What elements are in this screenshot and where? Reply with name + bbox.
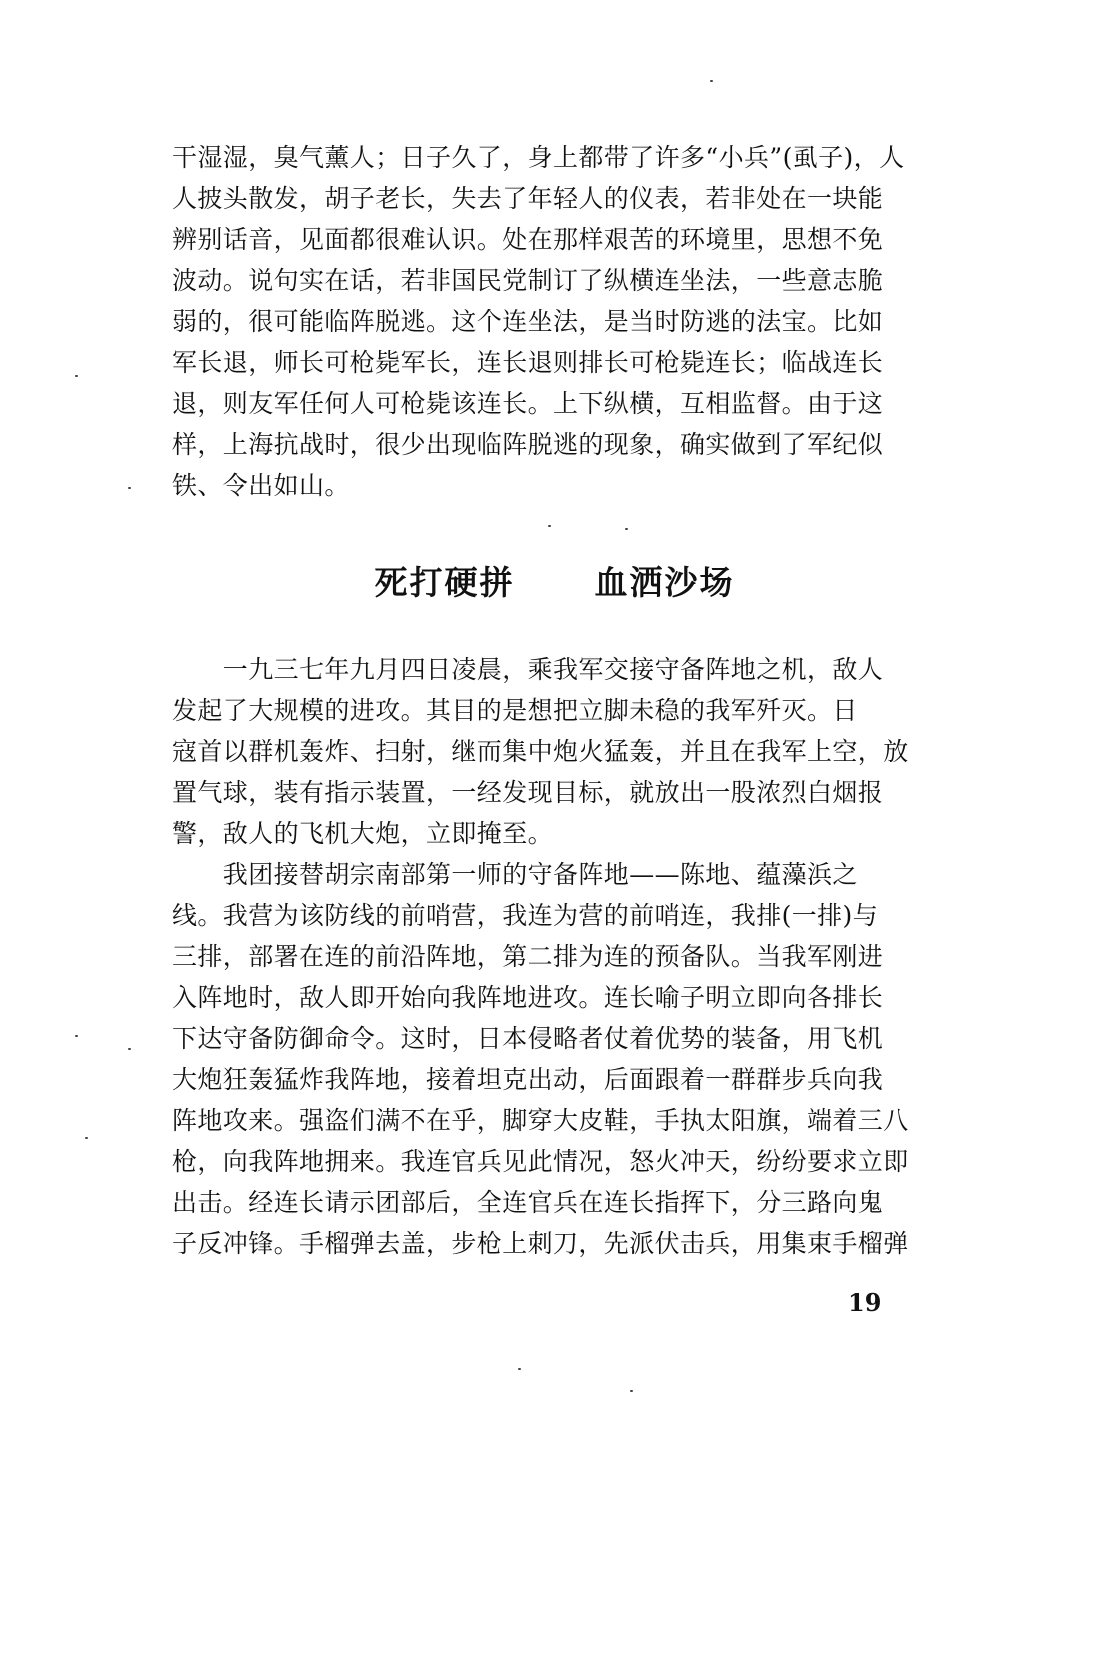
text-line: 发起了大规模的进攻。其目的是想把立脚未稳的我军歼灭。日 bbox=[172, 696, 858, 725]
text-line: 线。我营为该防线的前哨营，我连为营的前哨连，我排(一排)与 bbox=[172, 901, 879, 930]
scan-speck bbox=[75, 375, 78, 377]
scan-speck bbox=[630, 1390, 633, 1392]
text-line: 下达守备防御命令。这时，日本侵略者仗着优势的装备，用飞机 bbox=[172, 1024, 884, 1053]
text-line: 样，上海抗战时，很少出现临阵脱逃的现象，确实做到了军纪似 bbox=[172, 430, 884, 459]
text-line: 军长退，师长可枪毙军长，连长退则排长可枪毙连长；临战连长 bbox=[172, 348, 884, 377]
text-line: 置气球，装有指示装置，一经发现目标，就放出一股浓烈白烟报 bbox=[172, 778, 884, 807]
scan-speck bbox=[625, 528, 628, 530]
scan-speck bbox=[75, 1035, 78, 1037]
text-line: 一九三七年九月四日凌晨，乘我军交接守备阵地之机，敌人 bbox=[172, 655, 884, 684]
section-heading bbox=[0, 558, 1109, 608]
paragraph-block-2 bbox=[172, 649, 937, 1264]
scan-speck bbox=[710, 80, 713, 82]
scan-speck bbox=[518, 1368, 521, 1370]
text-line: 退，则友军任何人可枪毙该连长。上下纵横，互相监督。由于这 bbox=[172, 389, 884, 418]
text-line: 弱的，很可能临阵脱逃。这个连坐法，是当时防逃的法宝。比如 bbox=[172, 307, 884, 336]
text-line: 波动。说句实在话，若非国民党制订了纵横连坐法，一些意志脆 bbox=[172, 266, 884, 295]
scan-speck bbox=[548, 525, 551, 527]
text-line: 子反冲锋。手榴弹去盖，步枪上刺刀，先派伏击兵，用集束手榴弹 bbox=[172, 1229, 909, 1258]
section-heading-part-2: 血洒沙场 bbox=[594, 563, 735, 602]
scan-speck bbox=[128, 1048, 131, 1050]
text-line: 我团接替胡宗南部第一师的守备阵地——陈地、蕴藻浜之 bbox=[172, 860, 858, 889]
text-line: 出击。经连长请示团部后，全连官兵在连长指挥下，分三路向鬼 bbox=[172, 1188, 884, 1217]
text-line: 人披头散发，胡子老长，失去了年轻人的仪表，若非处在一块能 bbox=[172, 184, 884, 213]
text-line: 枪，向我阵地拥来。我连官兵见此情况，怒火冲天，纷纷要求立即 bbox=[172, 1147, 909, 1176]
text-line: 三排，部署在连的前沿阵地，第二排为连的预备队。当我军刚进 bbox=[172, 942, 884, 971]
section-heading-part-1: 死打硬拼 bbox=[374, 563, 515, 602]
paragraph-block-1 bbox=[172, 137, 937, 506]
text-line: 警，敌人的飞机大炮，立即掩至。 bbox=[172, 819, 554, 848]
page-number: 19 bbox=[848, 1288, 882, 1317]
text-line: 辨别话音，见面都很难认识。处在那样艰苦的环境里，思想不免 bbox=[172, 225, 884, 254]
text-line: 干湿湿，臭气薰人；日子久了，身上都带了许多“小兵”(虱子)，人 bbox=[172, 143, 905, 172]
text-line: 铁、令出如山。 bbox=[172, 471, 350, 500]
scan-speck bbox=[128, 487, 131, 489]
text-line: 寇首以群机轰炸、扫射，继而集中炮火猛轰，并且在我军上空，放 bbox=[172, 737, 909, 766]
text-line: 大炮狂轰猛炸我阵地，接着坦克出动，后面跟着一群群步兵向我 bbox=[172, 1065, 884, 1094]
scan-speck bbox=[85, 1137, 88, 1139]
text-line: 入阵地时，敌人即开始向我阵地进攻。连长喻子明立即向各排长 bbox=[172, 983, 884, 1012]
text-line: 阵地攻来。强盗们满不在乎，脚穿大皮鞋，手执太阳旗，端着三八 bbox=[172, 1106, 909, 1135]
